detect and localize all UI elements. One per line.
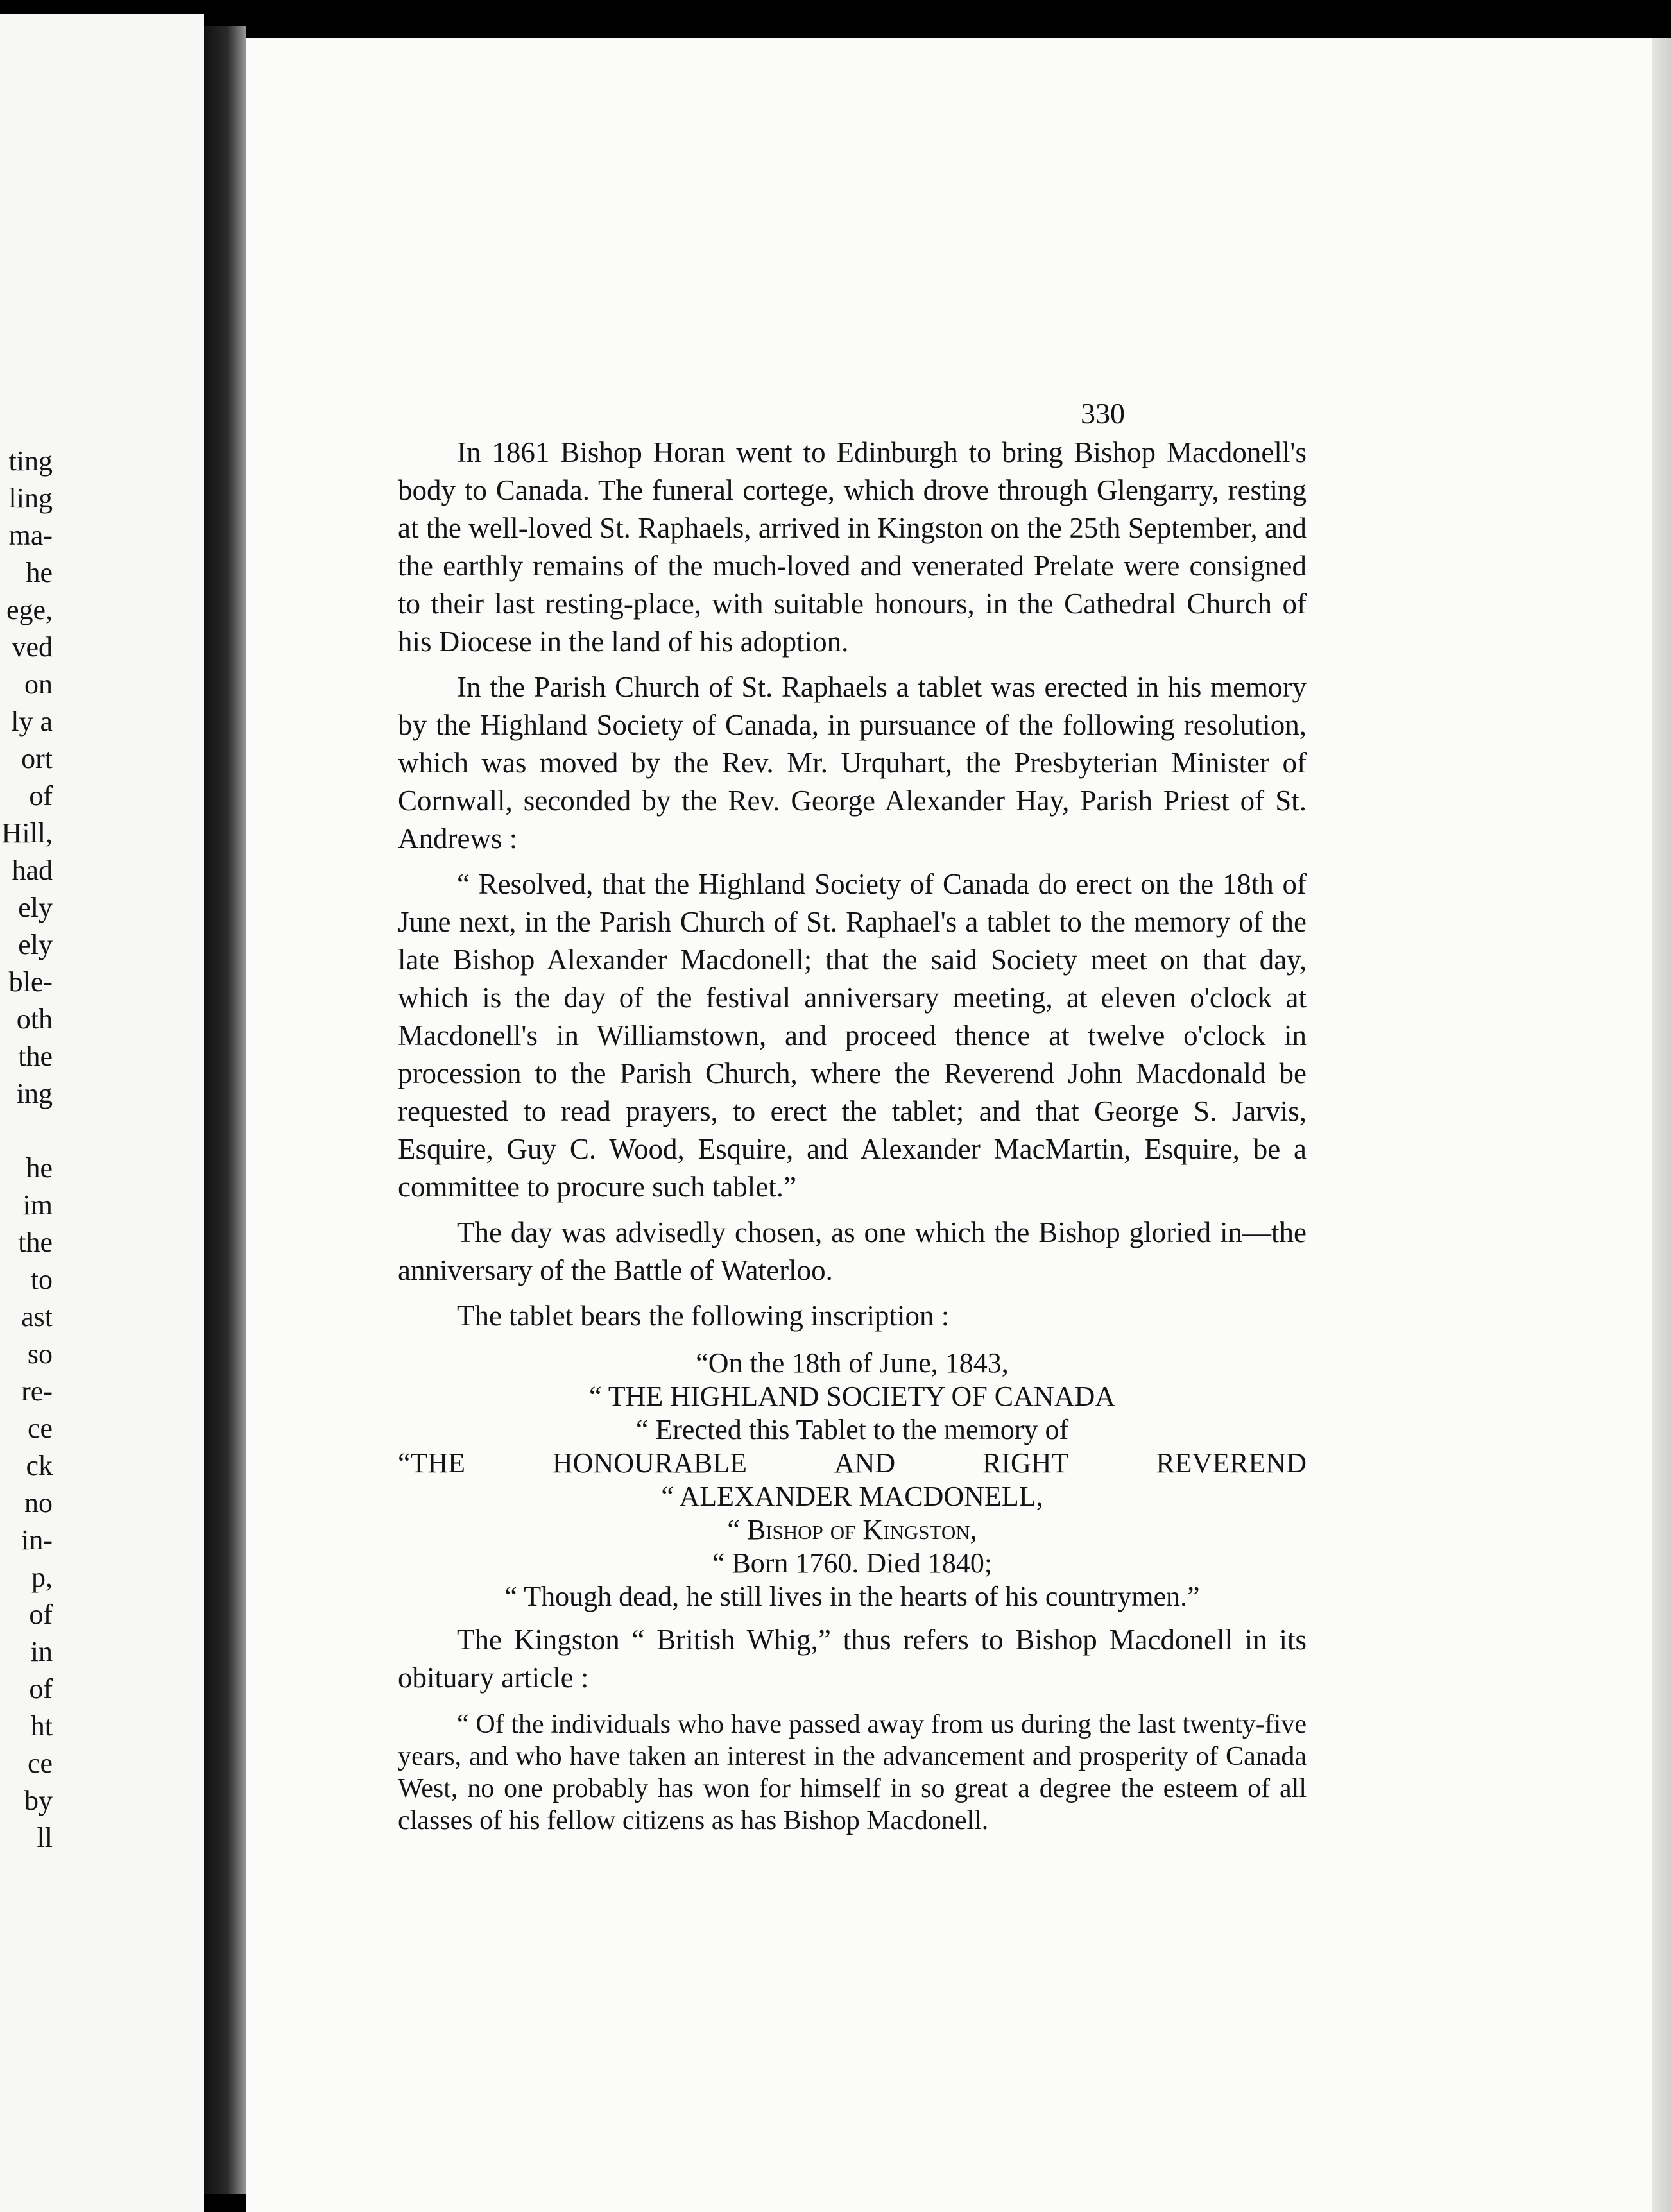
facing-page-fragment: in- <box>21 1524 53 1556</box>
facing-page-fragment <box>2 1112 53 1150</box>
inscription-line: “On the 18th of June, 1843, <box>696 1347 1009 1379</box>
paragraph-whig-intro: The Kingston “ British Whig,” thus refers to Bishop Macdonell in its obituary article : <box>398 1624 1307 1694</box>
paragraph-tablet: In the Parish Church of St. Raphaels a tablet was erected in his memory by the Highland Society of Canada, in pursuance of the following resolution, which was moved by the Rev. Mr. Urquhart, the Presbyterian Minister of Cornwall, seconded by the Rev. George Alexander Hay, Parish Priest of St. Andrews : <box>398 671 1307 855</box>
facing-page-fragment: ll <box>37 1822 53 1853</box>
inscription-line: “ Bishop of Kingston, <box>727 1514 977 1545</box>
inscription-word: HONOURABLE <box>552 1447 748 1479</box>
facing-page-fragment: ling <box>8 482 53 514</box>
facing-page-fragment: ble- <box>8 966 53 998</box>
facing-page-fragment: on <box>24 668 53 700</box>
facing-page-fragment: im <box>22 1189 53 1221</box>
inscription-word: AND <box>834 1447 896 1479</box>
inscription-line <box>398 1447 1307 1480</box>
facing-page-fragment: ce <box>27 1413 53 1444</box>
facing-page-fragment: of <box>29 780 53 812</box>
facing-page-fragment: ing <box>16 1078 53 1109</box>
facing-page-fragment: no <box>24 1487 53 1519</box>
facing-page-fragment: he <box>26 1152 53 1184</box>
whig-quote-text: “ Of the individuals who have passed away from us during the last twenty-five years, and who have taken an interest in the advancement and prosperity of Canada West, no one probably has won for himself in so great a degree the esteem of all classes of his fellow citizens as has Bishop Macdonell. <box>398 1710 1307 1835</box>
tablet-inscription <box>398 1347 1307 1613</box>
facing-page-fragment: had <box>12 855 53 886</box>
facing-page-fragment: in <box>30 1636 53 1667</box>
facing-page-fragment: of <box>29 1599 53 1630</box>
body-text <box>398 434 1307 1837</box>
paragraph-waterloo: The day was advisedly chosen, as one which the Bishop gloried in—the anniversary of the Battle of Waterloo. <box>398 1216 1307 1286</box>
facing-page-fragment: of <box>29 1673 53 1705</box>
page-edge <box>1652 38 1671 2212</box>
facing-page-fragment: ht <box>30 1710 53 1742</box>
facing-page-fragment: ck <box>26 1450 53 1481</box>
inscription-line: “ ALEXANDER MACDONELL, <box>661 1481 1043 1512</box>
facing-page-fragment: ely <box>18 929 53 960</box>
inscription-line: “ Though dead, he still lives in the hearts of his countrymen.” <box>504 1581 1200 1612</box>
facing-page-fragment: he <box>26 557 53 588</box>
facing-page-fragment: the <box>18 1227 53 1258</box>
resolution-text: “ Resolved, that the Highland Society of Canada do erect on the 18th of June next, in the Parish Church of St. Raphael's a tablet to the memory of the late Bishop Alexander Macdonell; that the said Society meet on that day, which is the day of the festival anniversary meeting, at eleven o'clock at Macdonell's in Williamstown, and proceed thence at twelve o'clock in procession to the Parish Church, where the Reverend John Macdonald be requested to read prayers, to erect the tablet; and that George S. Jarvis, Esquire, Guy C. Wood, Esquire, and Alexander MacMartin, Esquire, be a committee to procure such tablet.” <box>398 868 1307 1203</box>
facing-page-fragment: ort <box>21 743 53 774</box>
page <box>246 38 1671 2212</box>
facing-page-fragment: ast <box>21 1301 53 1332</box>
scan-background-top <box>0 0 1671 38</box>
facing-page-fragment: ly a <box>11 706 53 737</box>
facing-page-fragment: so <box>27 1338 53 1370</box>
page-number: 330 <box>1081 397 1125 430</box>
paragraph-funeral: In 1861 Bishop Horan went to Edinburgh to bring Bishop Macdonell's body to Canada. The funeral cortege, which drove through Glengarry, resting at the well-loved St. Raphaels, arrived in Kingston on the 25th September, and the earthly remains of the much-loved and venerated Prelate were consigned to their last resting-place, with suitable honours, in the Cathedral Church of his Diocese in the land of his adoption. <box>398 436 1307 658</box>
facing-page-fragment: Hill, <box>1 817 53 849</box>
resolution-quote <box>398 865 1307 1206</box>
facing-page-fragment: re- <box>21 1375 53 1407</box>
paragraph-inscription-intro: The tablet bears the following inscription : <box>457 1300 950 1332</box>
facing-page-fragment: p, <box>31 1561 53 1593</box>
facing-page-fragment: ved <box>12 631 53 663</box>
inscription-word: “THE <box>398 1447 466 1479</box>
facing-page <box>0 14 204 2212</box>
facing-page-fragment: ce <box>27 1748 53 1779</box>
facing-page-fragment: to <box>30 1264 53 1295</box>
inscription-line: “ Erected this Tablet to the memory of <box>635 1414 1069 1445</box>
inscription-line: “ THE HIGHLAND SOCIETY OF CANADA <box>588 1381 1116 1412</box>
whig-quote <box>398 1708 1307 1837</box>
inscription-word: REVEREND <box>1156 1447 1307 1479</box>
facing-page-fragment: oth <box>16 1003 53 1035</box>
facing-page-fragment: ting <box>8 445 53 477</box>
facing-page-fragment: ege, <box>6 594 53 625</box>
facing-page-fragment: by <box>24 1785 53 1816</box>
facing-page-text-fragments <box>2 443 53 1857</box>
inscription-word: RIGHT <box>982 1447 1069 1479</box>
facing-page-fragment: ma- <box>8 520 53 551</box>
facing-page-fragment: the <box>18 1041 53 1072</box>
facing-page-fragment: ely <box>18 892 53 923</box>
book-gutter <box>204 26 246 2194</box>
inscription-line: “ Born 1760. Died 1840; <box>712 1547 993 1579</box>
